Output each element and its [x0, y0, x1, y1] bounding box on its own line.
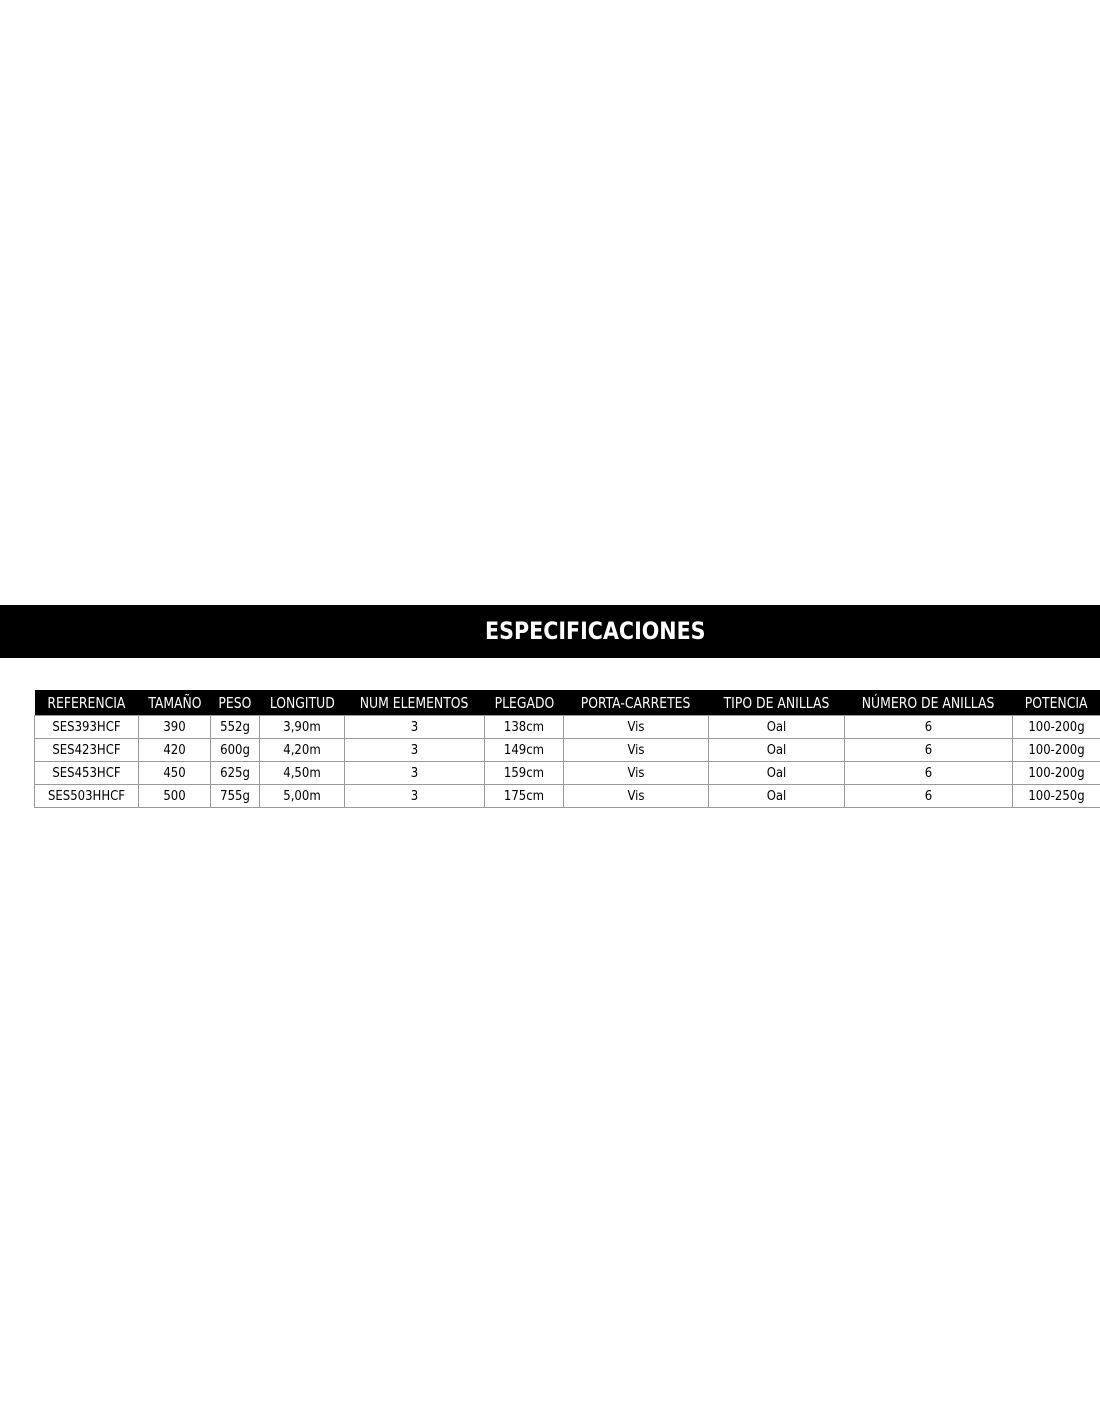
cell-longitud: 3,90m [260, 716, 345, 739]
table-row [35, 716, 1100, 739]
cell-numero-de-anillas: 6 [845, 716, 1013, 739]
cell-num-elementos: 3 [345, 785, 485, 808]
table-row [35, 785, 1100, 808]
cell-potencia: 100-200g [1013, 762, 1100, 785]
header-num-elementos: NUM ELEMENTOS [345, 690, 485, 716]
header-plegado: PLEGADO [485, 690, 564, 716]
cell-num-elementos: 3 [345, 716, 485, 739]
cell-referencia: SES393HCF [35, 716, 139, 739]
cell-tipo-de-anillas: Oal [709, 785, 845, 808]
cell-longitud: 4,20m [260, 739, 345, 762]
cell-tamano: 500 [139, 785, 211, 808]
header-porta-carretes: PORTA-CARRETES [564, 690, 709, 716]
header-numero-de-anillas: NÚMERO DE ANILLAS [845, 690, 1013, 716]
cell-peso: 600g [211, 739, 260, 762]
cell-porta-carretes: Vis [564, 785, 709, 808]
table-row [35, 739, 1100, 762]
header-potencia: POTENCIA [1013, 690, 1100, 716]
section-banner [0, 605, 1100, 658]
cell-porta-carretes: Vis [564, 716, 709, 739]
header-peso: PESO [211, 690, 260, 716]
cell-tipo-de-anillas: Oal [709, 762, 845, 785]
table-row [35, 762, 1100, 785]
cell-referencia: SES453HCF [35, 762, 139, 785]
cell-porta-carretes: Vis [564, 739, 709, 762]
cell-referencia: SES503HHCF [35, 785, 139, 808]
specifications-table [34, 690, 1100, 808]
cell-numero-de-anillas: 6 [845, 762, 1013, 785]
header-tamano: TAMAÑO [139, 690, 211, 716]
cell-plegado: 149cm [485, 739, 564, 762]
cell-num-elementos: 3 [345, 739, 485, 762]
cell-potencia: 100-250g [1013, 785, 1100, 808]
cell-tamano: 450 [139, 762, 211, 785]
cell-plegado: 159cm [485, 762, 564, 785]
header-tipo-de-anillas: TIPO DE ANILLAS [709, 690, 845, 716]
cell-peso: 552g [211, 716, 260, 739]
cell-tamano: 420 [139, 739, 211, 762]
cell-referencia: SES423HCF [35, 739, 139, 762]
cell-numero-de-anillas: 6 [845, 739, 1013, 762]
cell-tipo-de-anillas: Oal [709, 739, 845, 762]
cell-tipo-de-anillas: Oal [709, 716, 845, 739]
cell-tamano: 390 [139, 716, 211, 739]
table-header-row [35, 690, 1100, 716]
cell-porta-carretes: Vis [564, 762, 709, 785]
header-referencia: REFERENCIA [35, 690, 139, 716]
cell-potencia: 100-200g [1013, 716, 1100, 739]
cell-plegado: 175cm [485, 785, 564, 808]
cell-peso: 755g [211, 785, 260, 808]
cell-plegado: 138cm [485, 716, 564, 739]
cell-num-elementos: 3 [345, 762, 485, 785]
cell-longitud: 4,50m [260, 762, 345, 785]
section-title: ESPECIFICACIONES [485, 617, 706, 645]
cell-longitud: 5,00m [260, 785, 345, 808]
cell-peso: 625g [211, 762, 260, 785]
cell-numero-de-anillas: 6 [845, 785, 1013, 808]
header-longitud: LONGITUD [260, 690, 345, 716]
cell-potencia: 100-200g [1013, 739, 1100, 762]
